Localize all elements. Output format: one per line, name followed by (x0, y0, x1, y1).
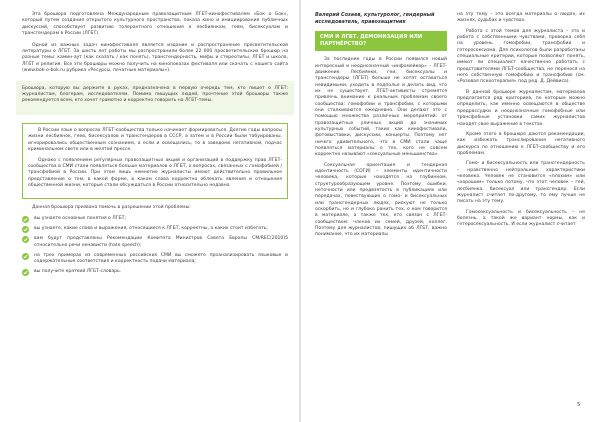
article-paragraph-7: Гомосексуальность и бисексуальность – не болезнь, а такой же вариант нормы, как и гетеросексуальность. И если журналист считает (457, 209, 585, 228)
check-bullet-icon (22, 269, 29, 276)
page-number: 5 (577, 402, 581, 408)
list-item (22, 253, 288, 265)
check-bullet-icon (22, 236, 29, 243)
article-paragraph-2: Сексуальная ориентация и гендерная идентичность (СОГИ) – элементы идентичности человека, которые находятся на глубинном, структурообразующем уровне. Поэтому ошибки, неточности или предвзятость в публикациях или передачах, повествующих о гомо- и бисексуальных или трансгендерных людях, рискуют не только оскорбить, но и глубоко ранить тех, о ком говорится в материале, а также тех, кто связан с ЛГБТ-сообществом: членов их семей, друзей, коллег. Поэтому для журналистов, пишущих об ЛГБТ, важно понимание, что их материалы (315, 162, 447, 238)
article-column-1 (315, 12, 447, 243)
list-item-text: вы узнаете, какие слова и выражения, относящиеся к ЛГБТ, корректны, а каких стоит избегать; (34, 226, 268, 232)
list-item-text: на трех примерах из современных российских СМИ вы сможете проанализировать языковые и содержательные соответствия и корректность подачи материала; (34, 252, 288, 264)
check-bullet-icon (22, 226, 29, 233)
page-gutter (299, 0, 301, 422)
list-item (22, 236, 288, 248)
check-bullet-icon (22, 253, 29, 260)
context-paragraph-2: Однако с появлением регулярных правозащитных акций и организаций в поддержку прав ЛГБТ-сообщества в СМИ стали появляться больше материалов о ЛГБТ, о вопросах, связанных с гомофобией / трансфобией в России. При этом лишь немногие журналисты имеют действительно правильное представление о том, в какой форме, в каком слова корректно облекать явления и отношения общественной жизни, которые стали обсуждаться в России относительно недавно. (28, 157, 282, 189)
author-byline: Валерий Созаев, культуролог, гендерный исследователь, правозащитник (315, 12, 435, 25)
article-paragraph-4: В данной брошюре журналистам, материалов предлагается ряд критериев, по которым можно определить, как именно освещаются в обществе предрассудки и неоднозначные гомофобные или трансфобные установки самих журналистов находят свое выражение в текстах. (457, 89, 585, 127)
list-item (22, 226, 288, 232)
audience-text: Брошюра, которую вы держите в руках, предназначена в первую очередь тем, кто пишет о ЛГБТ: журналистам, блогерам, исследователям. Помимо пишущих людей, прочтение этой брошюры также рекомендуется всем, кто хочет грамотно и корректно говорить на ЛГБТ-темы. (22, 85, 288, 104)
article-paragraph-1: За последние годы в России появился новый интересный и неоднозначный «инфомейкер» – ЛГБТ-движение. Лесбиянки, геи, бисексуалы и трансгендеры (ЛГБТ) больше не хотят оставаться невидимыми, уходить в подполье и делать вид, что их не существует. ЛГБТ-активисты стремятся привлечь внимание к реальным проблемам своего сообщества: гомофобии и трансфобии, с которыми они сталкиваются ежедневно. Они делают это с помощью множества различных мероприятий: от правозащитных уличных акций до значимых культурных событий, таких как кинофестивали, фотовыставки, дискуссии, концерты. Поэтому нет ничего удивительного, что в СМИ стали чаще появляться материалы о тех, кого не совсем корректно называют «сексуальные меньшинства». (315, 57, 447, 158)
article-column-2 (457, 12, 585, 233)
list-item (22, 216, 288, 222)
article-paragraph-6: Гомо- и бисексуальность или трансгендерность – нравственно нейтральные характеристики человека. Человек не становится «плохим» или «хорошим» только потому, что этот человек – гей, лесбиянка, бисексуал или трансгендер. Если журналист считает по-другому, то ему лучше не писать на эту тему. (457, 161, 585, 205)
article-paragraph-5: Кроме этого в брошюре даются рекомендации, как избежать транслирования негативного дискурса по отношению к ЛГБТ-сообществу и его проблемам. (457, 131, 585, 156)
intro-paragraph-2: Одной из важных задач кинофестиваля является издание и распространение просветительской литературы о ЛГБТ. За шесть лет работы мы распространили более 22 000 просветительских брошюр на разные темы: камин-аут (как сказать / как понять), трансгендерность, мифы и стереотипы, ЛГБТ и школа, ЛГБТ и религия. Все эти брошюры можно получить на кинопоказах фестиваля или скачать с нашего сайта (www.bok-o-bok.ru рубрика «Ресурсы, печатные материалы»). (22, 42, 288, 74)
check-bullet-icon (22, 216, 29, 223)
context-box (22, 123, 288, 199)
article-paragraph-continued: на эту тему – это всегда материалы о людях, их жизнях, судьбах и чувствах. (457, 12, 585, 24)
bullets-lead: Данная брошюра призвана помочь в разрешении этой проблемы: (32, 204, 191, 210)
list-item-text: вы узнаете основные понятия о ЛГБТ; (34, 215, 126, 221)
left-page (22, 12, 288, 279)
list-item-text: вам будут представлены Рекомендации Комитета Министров Совета Европы CM/REC(2010)5 относительно речи ненависти (hate speech); (34, 236, 288, 248)
article-title: СМИ И ЛГБТ. ДЕМОНИЗАЦИЯ ИЛИ ПАРТНЁРСТВО? (315, 31, 447, 51)
context-paragraph-1: В России язык о вопросах ЛГБТ-сообщества только начинает формироваться. Долгие годы вопросы жизни лесбиянок, геев, бисексуалов и трансгендеров в СССР, а затем и в России были табуированы, игнорировались общественным сознанием, а если и освещались, то в заведомо негативном, подчас криминальном свете или в желтой прессе. (28, 127, 282, 153)
article-paragraph-3: Работа с этой темой для журналиста – это и работа с собственными чувствами, проверка себя на уровень гомофобии, трансфобии и гетеросексизма. Для психологов были разработаны специальные критерии, которые позволяют понять, имеют ли специалист качественно работать с представителями ЛГБТ-сообщества, не перенося на него собственную гомофобию и трансфобию (см. «Розовая психотерапия» под ред. Д. Дейвиса). (457, 28, 585, 85)
goals-list (22, 216, 288, 275)
list-item (22, 269, 288, 275)
intro-paragraph-1: Эта брошюра подготовлена Международным правозащитным ЛГБТ-кинофестивалем «Бок о Бок», который путем создания открытого культурного пространства, показа кино и инициирования публичных дискуссий, способствует развитию толерантного отношения к лесбиянкам, геям, бисексуалам и трансгендерам в России (ЛГБТ). (22, 12, 288, 37)
list-item-text: вы получите краткий ЛГБТ-словарь. (34, 269, 122, 275)
audience-highlight (16, 81, 294, 115)
